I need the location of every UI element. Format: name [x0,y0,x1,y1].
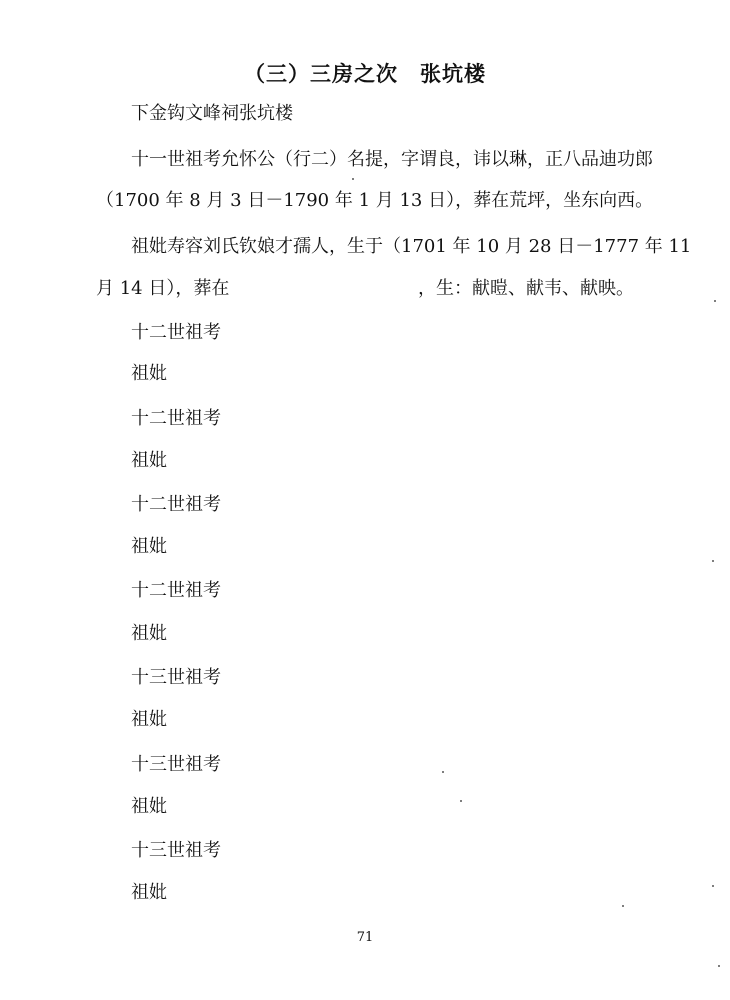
section-title: （三）三房之次 张坑楼 [244,62,486,86]
generation-ancestor: 十二世祖考 [131,580,221,601]
branch-subtitle: 下金钩文峰祠张坑楼 [131,103,293,124]
scan-speck [712,885,714,887]
scan-speck [352,178,354,180]
generation-spouse: 祖妣 [131,882,167,903]
generation-spouse: 祖妣 [131,450,167,471]
entry-line-4-end: ，生：献暟、献韦、献映。 [418,278,634,299]
generation-spouse: 祖妣 [131,536,167,557]
scan-speck [712,560,714,562]
generation-ancestor: 十三世祖考 [131,754,221,775]
generation-ancestor: 十二世祖考 [131,322,221,343]
generation-ancestor: 十三世祖考 [131,840,221,861]
generation-spouse: 祖妣 [131,709,167,730]
entry-line-3: 祖妣寿容刘氏钦娘才孺人，生于（1701 年 10 月 28 日－1777 年 11 [131,236,692,257]
scan-speck [622,905,624,907]
generation-spouse: 祖妣 [131,623,167,644]
scan-speck [718,965,720,967]
generation-ancestor: 十二世祖考 [131,408,221,429]
generation-ancestor: 十三世祖考 [131,667,221,688]
entry-line-2: （1700 年 8 月 3 日－1790 年 1 月 13 日），葬在荒坪，坐东向西。 [96,190,654,211]
page-number: 71 [356,930,374,945]
generation-spouse: 祖妣 [131,363,167,384]
scan-speck [460,800,462,802]
scan-speck [714,300,716,302]
generation-spouse: 祖妣 [131,796,167,817]
generation-ancestor: 十二世祖考 [131,494,221,515]
entry-line-4-start: 月 14 日），葬在 [96,278,230,299]
scan-speck [442,771,444,773]
entry-line-1: 十一世祖考允怀公（行二）名提，字谓良，讳以琳，正八品迪功郎 [131,149,653,170]
